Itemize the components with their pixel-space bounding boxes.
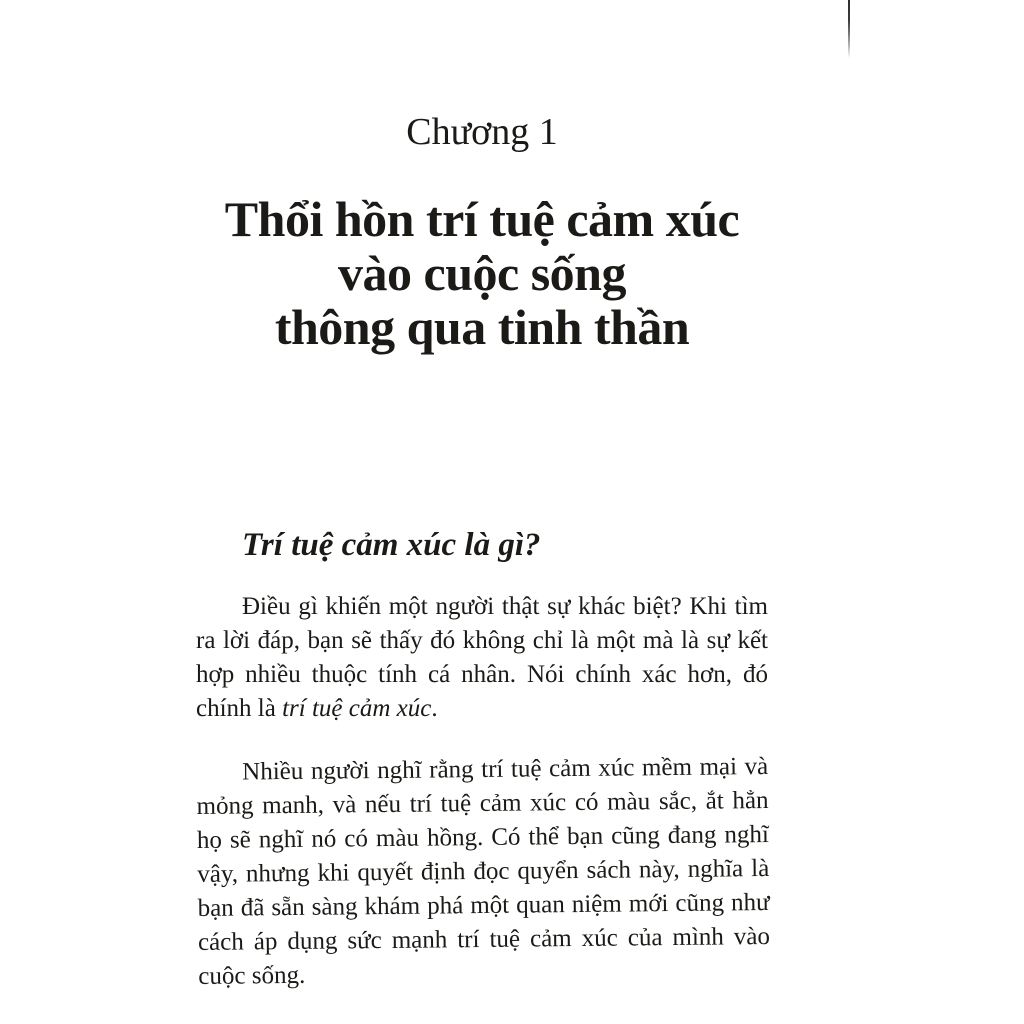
page-content [196, 111, 771, 990]
paragraph-1-period: . [431, 695, 438, 722]
paragraph-1 [196, 590, 768, 726]
paragraph-1-italic-phrase: trí tuệ cảm xúc [282, 695, 432, 722]
paragraph-1-text: Điều gì khiến một người thật sự khác biệt? Khi tìm ra lời đáp, bạn sẽ thấy đó không chỉ là một mà là sự kết hợp nhiều thuộc tính cá nhân. Nói chính xác hơn, đó chính là [196, 593, 768, 722]
section-heading: Trí tuệ cảm xúc là gì? [242, 527, 541, 563]
chapter-title-line-1: Thổi hồn trí tuệ cảm xúc [224, 191, 740, 247]
paragraph-2: Nhiều người nghĩ rằng trí tuệ cảm xúc mềm mại và mỏng manh, và nếu trí tuệ cảm xúc có màu sắc, ắt hẳn họ sẽ nghĩ nó có màu hồng. Có thể bạn cũng đang nghĩ vậy, nhưng khi quyết định đọc quyển sách này, nghĩa là bạn đã sẵn sàng khám phá một quan niệm mới cũng như cách áp dụng sức mạnh trí tuệ cảm xúc của mình vào cuộc sống. [196, 752, 771, 990]
scan-line-artifact [848, 0, 850, 58]
chapter-number: Chương 1 [406, 111, 558, 153]
chapter-title-line-3: thông qua tinh thần [274, 299, 690, 355]
chapter-title-line-2: vào cuộc sống [338, 245, 626, 301]
chapter-title [196, 192, 768, 354]
